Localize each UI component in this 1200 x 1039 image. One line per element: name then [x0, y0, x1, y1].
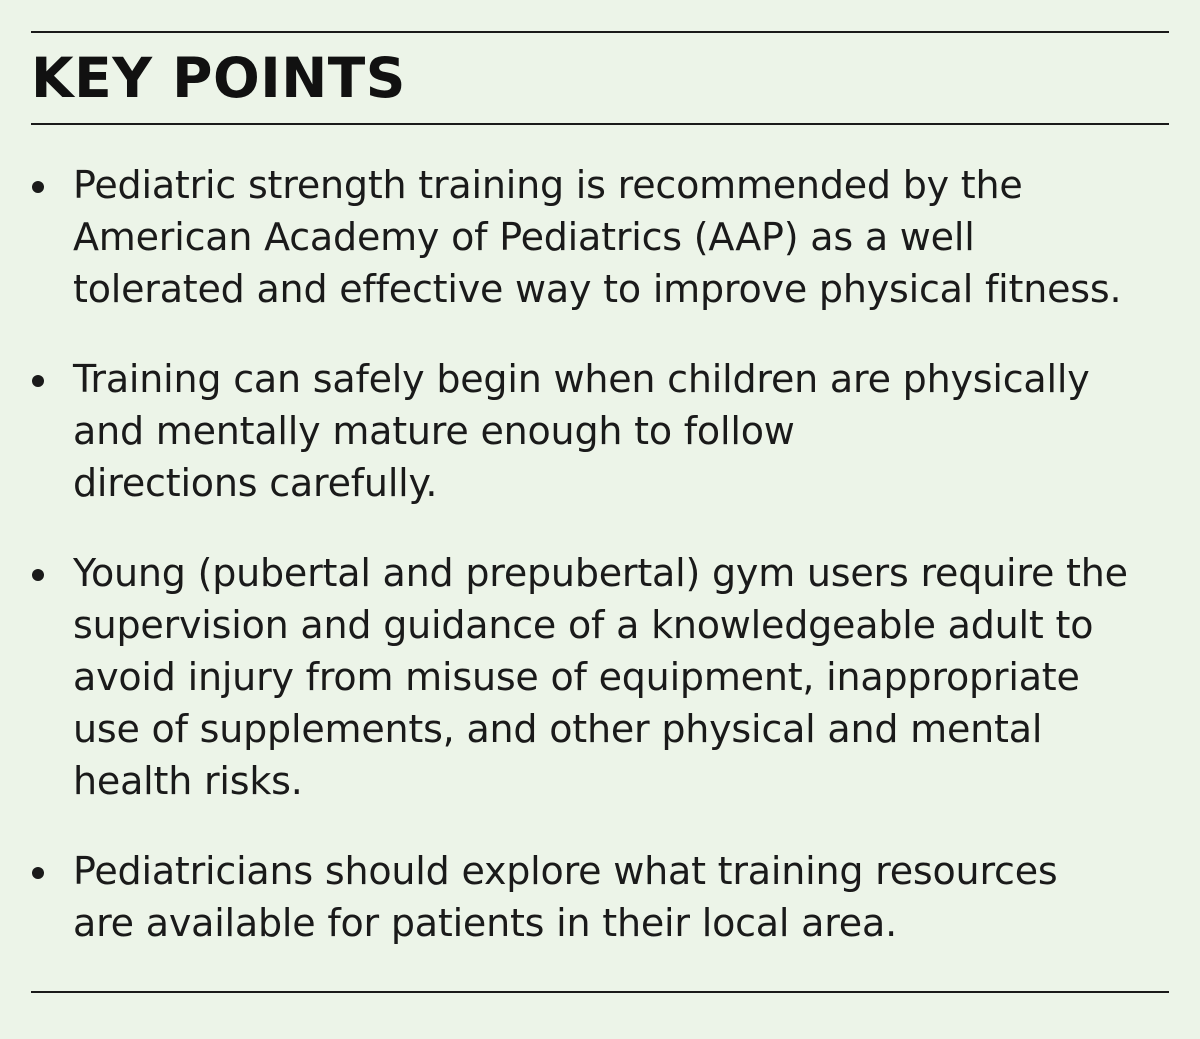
- page-title: KEY POINTS: [31, 46, 406, 110]
- list-item-line: avoid injury from misuse of equipment, inappropriate: [73, 655, 1080, 699]
- list-item: [0, 845, 1183, 949]
- list-item-line: directions carefully.: [73, 461, 438, 505]
- list-item-line: Training can safely begin when children are physically: [73, 357, 1090, 401]
- list-item-line: health risks.: [73, 759, 303, 803]
- list-item-line: tolerated and effective way to improve physical fitness.: [73, 267, 1122, 311]
- top-rule: [31, 31, 1169, 33]
- heading-rule: [31, 123, 1169, 125]
- list-item-line: are available for patients in their local area.: [73, 901, 897, 945]
- bullet-icon: [32, 569, 44, 581]
- list-item-line: Pediatric strength training is recommended by the: [73, 163, 1023, 207]
- list-item-line: Pediatricians should explore what training resources: [73, 849, 1058, 893]
- list-item-line: and mentally mature enough to follow: [73, 409, 795, 453]
- bottom-rule: [31, 991, 1169, 993]
- list-item-line: Young (pubertal and prepubertal) gym users require the: [73, 551, 1128, 595]
- list-item-line: use of supplements, and other physical and mental: [73, 707, 1043, 751]
- bullet-icon: [32, 181, 44, 193]
- bullet-icon: [32, 375, 44, 387]
- list-item: [0, 159, 1183, 315]
- list-item-line: supervision and guidance of a knowledgeable adult to: [73, 603, 1094, 647]
- list-item: [0, 353, 1183, 509]
- key-points-list: [0, 159, 1200, 987]
- bullet-icon: [32, 867, 44, 879]
- list-item-line: American Academy of Pediatrics (AAP) as a well: [73, 215, 975, 259]
- list-item: [0, 547, 1183, 807]
